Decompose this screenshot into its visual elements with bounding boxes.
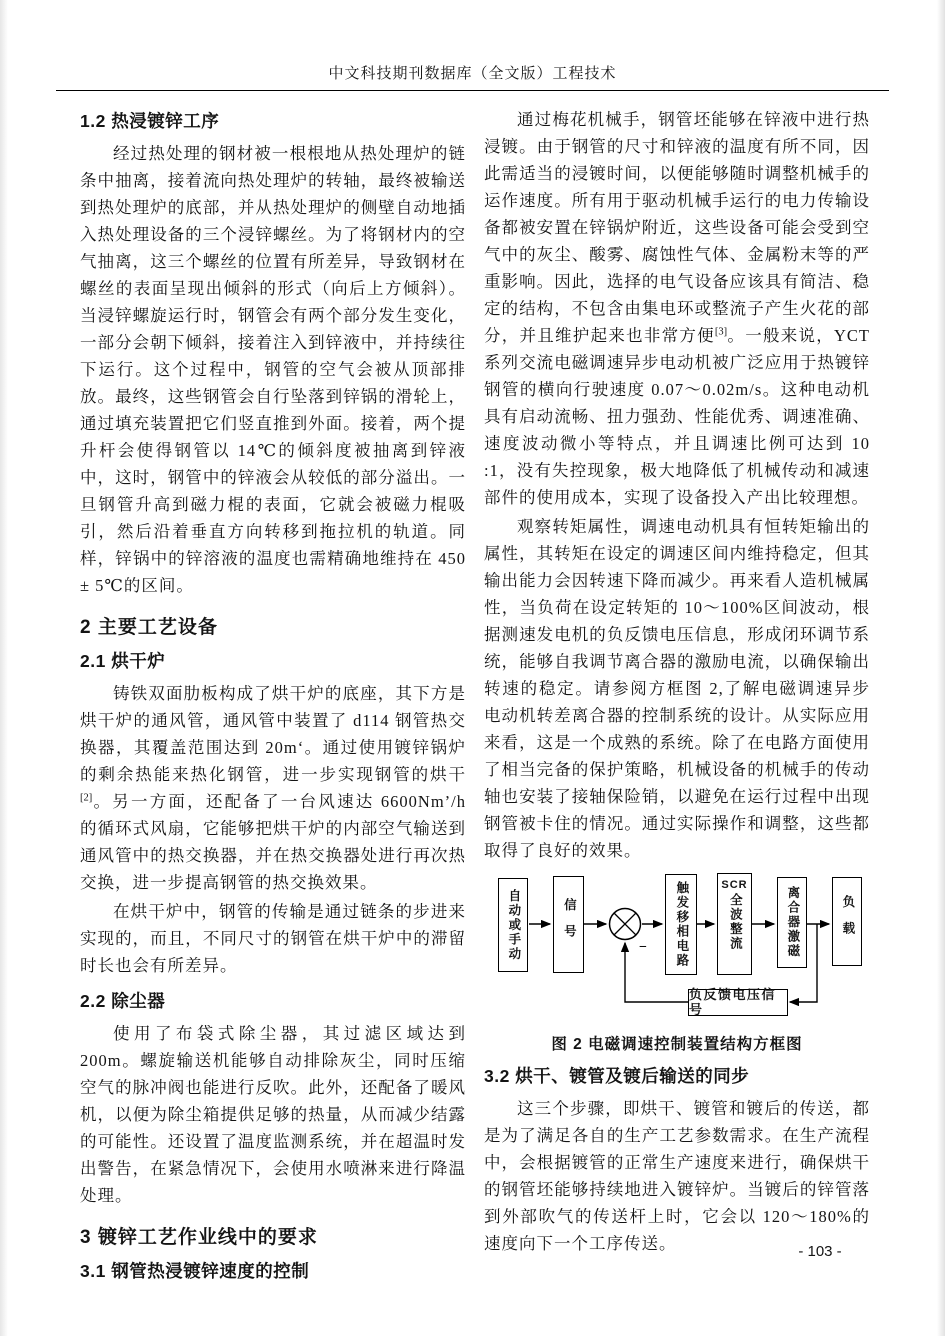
full-wave-rectify-label: 全波整流 xyxy=(728,893,743,952)
citation-ref-2: [2] xyxy=(80,792,93,804)
section-2-1-heading: 2.1 烘干炉 xyxy=(80,651,166,671)
diagram-box-signal: 信号 xyxy=(553,876,584,973)
two-column-body xyxy=(80,106,870,1290)
section-2-2-heading: 2.2 除尘器 xyxy=(80,991,166,1011)
section-1-2-paragraph: 经过热处理的钢材被一根根地从热处理炉的链条中抽离，接着流向热处理炉的转轴，最终被输送到热处理炉的底部，并从热处理炉的侧壁自动地插入热处理设备的三个浸锌螺丝。为了将钢材内的空气抽离，这三个螺丝的位置有所差异，导致钢材在螺丝的表面呈现出倾斜的形式（向后上方倾斜）。当浸锌螺旋运行时，钢管会有两个部分发生变化，一部分会朝下倾斜，接着注入到锌液中，并持续往下运行。这个过程中，钢管的空气会被从顶部排放。最终，这些钢管会自行坠落到锌锅的滑轮上，通过填充装置把它们竖直推到外面。接着，两个提升杆会使得钢管以 14℃的倾斜度被抽离到锌液中，这时，钢管中的锌液会从较低的部分溢出。一旦钢管升高到磁力棍的表面，它就会被磁力棍吸引，然后沿着垂直方向转移到拖拉机的轨道。同样，锌锅中的锌溶液的温度也需精确地维持在 450 ± 5℃的区间。 xyxy=(80,144,466,595)
journal-header: 中文科技期刊数据库（全文版）工程技术 xyxy=(328,66,617,82)
paragraph-text: 通过梅花机械手，钢管坯能够在锌液中进行热浸镀。由于钢管的尺寸和锌液的温度有所不同，因此需适当的浸镀时间，以便能够随时调整机械手的运作速度。所有用于驱动机械手运行的电力传输设备都被安置在锌锅炉附近，这些设备可能会受到空气中的灰尘、酸雾、腐蚀性气体、金属粉末等的严重影响。因此，选择的电气设备应该具有简洁、稳定的结构，不包含由集电环或整流子产生火花的部分，并且维护起来也非常方便 xyxy=(484,110,870,345)
diagram-box-trigger-phase-shift-circuit: 触发移相电路 xyxy=(665,874,697,975)
section-3-heading: 3 镀锌工艺作业线中的要求 xyxy=(80,1227,318,1248)
section-3-1-heading: 3.1 钢管热浸镀锌速度的控制 xyxy=(80,1261,310,1281)
diagram-box-negative-feedback-voltage-signal: 负反馈电压信号 xyxy=(688,989,788,1016)
left-column xyxy=(80,106,466,1290)
section-1-2-heading: 1.2 热浸镀锌工序 xyxy=(80,111,220,131)
right-paragraph-1 xyxy=(484,106,870,511)
right-column xyxy=(484,106,870,1290)
section-3-2-heading: 3.2 烘干、镀管及镀后输送的同步 xyxy=(484,1066,750,1086)
scan-artifact-right-edge xyxy=(937,0,945,1336)
figure-2-block-diagram xyxy=(484,872,870,1024)
section-3-2-paragraph: 这三个步骤，即烘干、镀管和镀后的传送，都是为了满足各自的生产工艺参数需求。在生产流程中，会根据镀管的正常生产速度来进行，确保烘干的钢管坯能够持续地进入镀锌炉。当镀后的锌管落到外部吹气的传送杆上时，它会以 120～180%的速度向下一个工序传送。 xyxy=(484,1099,870,1253)
paragraph-text: 。一般来说，YCT 系列交流电磁调速异步电动机被广泛应用于热镀锌钢管的横向行驶速度 0.07～0.02m/s。这种电动机具有启动流畅、扭力强劲、性能优秀、调速准确、速度波动微小等特点，并且调速比例可达到 10 :1，没有失控现象，极大地降低了机械传动和减速部件的使用成本，实现了设备投入产出比较理想。 xyxy=(484,326,871,507)
header-divider-rule xyxy=(56,90,889,91)
right-paragraph-2: 观察转矩属性，调速电动机具有恒转矩输出的属性，其转矩在设定的调速区间内维持稳定，但其输出能力会因转速下降而减少。再来看人造机械属性，当负荷在设定转矩的 10～100%区间波动，根据测速发电机的负反馈电压信息，形成闭环调节系统，能够自我调节离合器的激励电流，以确保输出转速的稳定。请参阅方框图 2,了解电磁调速异步电动机转差离合器的控制系统的设计。从实际应用来看，这是一个成熟的系统。除了在电路方面使用了相当完备的保护策略，机械设备的机械手的传动轴也安装了接轴保险销，以避免在运行过程中出现钢管被卡住的情况。通过实际操作和调整，这些都取得了良好的效果。 xyxy=(484,517,870,860)
paragraph-text: 铸铁双面肋板构成了烘干炉的底座，其下方是烘干炉的通风管，通风管中装置了 d114 钢管热交换器，其覆盖范围达到 20m‘。通过使用镀锌锅炉的剩余热能来热化钢管，进一步实现钢管的烘干 xyxy=(80,684,466,784)
scan-artifact-left-edge xyxy=(0,0,8,1336)
minus-feedback-sign: − xyxy=(639,940,647,955)
section-2-heading: 2 主要工艺设备 xyxy=(80,617,218,638)
scr-label: SCR xyxy=(721,879,748,891)
diagram-box-clutch-excitation: 离合器激磁 xyxy=(777,877,807,968)
diagram-box-load: 负载 xyxy=(832,877,862,966)
figure-2-caption: 图 2 电磁调速控制装置结构方框图 xyxy=(551,1036,803,1053)
diagram-box-scr-full-wave-rectifier xyxy=(717,873,752,975)
diagram-box-auto-or-manual: 自动或手动 xyxy=(498,878,528,972)
section-2-1-paragraph-1 xyxy=(80,680,466,896)
section-2-2-paragraph: 使用了布袋式除尘器，其过滤区域达到 200m。螺旋输送机能够自动排除灰尘，同时压缩空气的脉冲阀也能进行反吹。此外，还配备了暖风机，以便为除尘箱提供足够的热量，从而减少结露的可能性。还设置了温度监测系统，并在超温时发出警告，在紧急情况下，会使用水喷淋来进行降温处理。 xyxy=(80,1024,466,1205)
section-2-1-paragraph-2: 在烘干炉中，钢管的传输是通过链条的步进来实现的，而且，不同尺寸的钢管在烘干炉中的滞留时长也会有所差异。 xyxy=(80,902,466,975)
citation-ref-3: [3] xyxy=(714,326,728,338)
paragraph-text: 。另一方面，还配备了一台风速达 6600Nm’/h 的循环式风扇，它能够把烘干炉的内部空气输送到通风管中的热交换器，并在热交换器处进行再次热交换，进一步提高钢管的热交换效果。 xyxy=(80,792,466,892)
page-number: - 103 - xyxy=(798,1243,842,1260)
figure-2 xyxy=(484,872,870,1054)
